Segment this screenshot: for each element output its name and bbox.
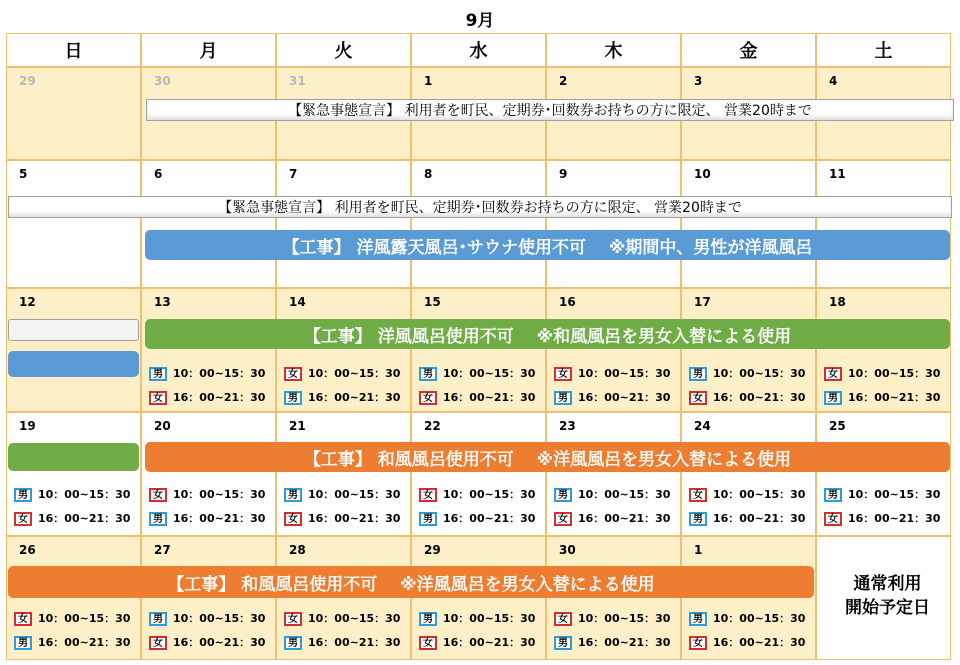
schedule-time: 10：00~15：30 [848,367,941,380]
construction-bar-western: 【工事】 洋風風呂使用不可 ※和風風呂を男女入替による使用 [145,319,950,349]
bath-schedule [149,367,265,415]
day-number: 23 [559,419,576,433]
day-number: 29 [19,74,36,88]
schedule-time: 10：00~15：30 [578,488,671,501]
bath-schedule [149,612,265,660]
construction-continuation-bar [8,443,139,471]
day-number: 8 [424,167,433,181]
schedule-row [419,512,535,526]
schedule-row [14,488,130,502]
male-gender-badge: 男 [14,488,32,502]
schedule-time: 16：00~21：30 [38,512,131,525]
schedule-time: 16：00~21：30 [173,636,266,649]
male-gender-badge: 男 [284,636,302,650]
weekday-header-cell: 火 [276,33,411,67]
day-number: 26 [19,543,36,557]
male-gender-badge: 男 [149,612,167,626]
schedule-row [824,367,940,381]
day-cell[interactable] [411,160,546,288]
female-gender-badge: 女 [14,612,32,626]
schedule-row [284,636,400,650]
schedule-time: 16：00~21：30 [848,391,941,404]
bath-schedule [419,612,535,660]
schedule-time: 16：00~21：30 [578,391,671,404]
construction-bar-outdoor: 【工事】 洋風露天風呂･サウナ使用不可 ※期間中、男性が洋風風呂 [145,230,950,260]
bath-schedule [284,367,400,415]
female-gender-badge: 女 [419,488,437,502]
schedule-time: 16：00~21：30 [443,512,536,525]
day-cell[interactable] [681,160,816,288]
day-cell[interactable] [816,160,951,288]
schedule-time: 10：00~15：30 [713,367,806,380]
special-day-line-2: 開始予定日 [845,598,930,618]
schedule-row [554,367,670,381]
bath-schedule [284,612,400,660]
day-number: 14 [289,295,306,309]
female-gender-badge: 女 [284,367,302,381]
schedule-time: 16：00~21：30 [578,636,671,649]
day-number: 19 [19,419,36,433]
bath-schedule [14,612,130,660]
construction-continuation-bar [8,351,139,377]
day-number: 18 [829,295,846,309]
day-number: 5 [19,167,28,181]
weekday-header [6,33,951,67]
schedule-row [149,636,265,650]
schedule-row [284,367,400,381]
female-gender-badge: 女 [824,512,842,526]
male-gender-badge: 男 [284,488,302,502]
schedule-time: 16：00~21：30 [308,636,401,649]
schedule-row [689,512,805,526]
male-gender-badge: 男 [149,512,167,526]
female-gender-badge: 女 [149,488,167,502]
schedule-row [824,512,940,526]
schedule-row [14,512,130,526]
day-number: 12 [19,295,36,309]
day-number: 20 [154,419,171,433]
schedule-time: 10：00~15：30 [308,367,401,380]
bath-schedule [554,367,670,415]
female-gender-badge: 女 [824,367,842,381]
male-gender-badge: 男 [419,512,437,526]
day-number: 31 [289,74,306,88]
schedule-row [149,391,265,405]
female-gender-badge: 女 [419,391,437,405]
female-gender-badge: 女 [689,391,707,405]
construction-bar-japanese: 【工事】 和風風呂使用不可 ※洋風風呂を男女入替による使用 [8,566,814,598]
day-number: 17 [694,295,711,309]
female-gender-badge: 女 [284,612,302,626]
bath-schedule [554,488,670,536]
schedule-time: 10：00~15：30 [713,612,806,625]
female-gender-badge: 女 [419,636,437,650]
schedule-row [284,612,400,626]
day-number: 30 [154,74,171,88]
schedule-time: 16：00~21：30 [578,512,671,525]
schedule-row [149,512,265,526]
notice-continuation-bar [8,319,139,341]
day-number: 10 [694,167,711,181]
schedule-row [419,391,535,405]
male-gender-badge: 男 [149,367,167,381]
schedule-time: 16：00~21：30 [713,391,806,404]
bath-schedule [554,612,670,660]
schedule-row [824,391,940,405]
schedule-time: 16：00~21：30 [308,512,401,525]
day-number: 16 [559,295,576,309]
schedule-time: 10：00~15：30 [578,612,671,625]
day-number: 2 [559,74,568,88]
female-gender-badge: 女 [689,636,707,650]
schedule-row [554,488,670,502]
page-title: 9月 [465,11,495,31]
schedule-time: 16：00~21：30 [173,512,266,525]
schedule-row [689,367,805,381]
day-cell[interactable] [6,288,141,412]
bath-schedule [824,367,940,415]
bath-schedule [14,488,130,536]
male-gender-badge: 男 [554,391,572,405]
day-number: 24 [694,419,711,433]
schedule-time: 10：00~15：30 [38,488,131,501]
female-gender-badge: 女 [284,512,302,526]
day-number: 29 [424,543,441,557]
schedule-row [149,488,265,502]
male-gender-badge: 男 [554,488,572,502]
bath-schedule [284,488,400,536]
weekday-header-cell: 木 [546,33,681,67]
schedule-time: 10：00~15：30 [443,612,536,625]
bath-schedule [689,612,805,660]
schedule-row [284,512,400,526]
weekday-header-cell: 土 [816,33,951,67]
schedule-time: 16：00~21：30 [443,636,536,649]
male-gender-badge: 男 [419,367,437,381]
bath-schedule [419,488,535,536]
day-number: 28 [289,543,306,557]
female-gender-badge: 女 [554,612,572,626]
day-number: 30 [559,543,576,557]
weekday-header-cell: 金 [681,33,816,67]
bath-schedule [689,367,805,415]
day-cell[interactable] [141,160,276,288]
schedule-row [284,488,400,502]
schedule-time: 10：00~15：30 [578,367,671,380]
schedule-time: 10：00~15：30 [173,612,266,625]
schedule-row [554,512,670,526]
schedule-row [419,488,535,502]
female-gender-badge: 女 [149,636,167,650]
day-number: 9 [559,167,568,181]
day-cell[interactable] [276,160,411,288]
female-gender-badge: 女 [149,391,167,405]
male-gender-badge: 男 [284,391,302,405]
schedule-row [689,391,805,405]
schedule-row [149,367,265,381]
male-gender-badge: 男 [554,636,572,650]
day-cell[interactable] [546,160,681,288]
male-gender-badge: 男 [824,391,842,405]
special-day-line-1: 通常利用 [853,574,922,594]
schedule-time: 10：00~15：30 [38,612,131,625]
male-gender-badge: 男 [14,636,32,650]
day-number: 22 [424,419,441,433]
schedule-time: 10：00~15：30 [308,488,401,501]
male-gender-badge: 男 [689,367,707,381]
schedule-time: 10：00~15：30 [308,612,401,625]
special-day-label [820,572,955,620]
schedule-time: 10：00~15：30 [173,367,266,380]
bath-schedule [419,367,535,415]
day-number: 11 [829,167,846,181]
schedule-time: 10：00~15：30 [848,488,941,501]
bath-schedule [824,488,940,536]
bath-schedule [149,488,265,536]
day-cell[interactable] [6,67,141,160]
schedule-row [419,367,535,381]
schedule-time: 16：00~21：30 [308,391,401,404]
schedule-time: 10：00~15：30 [443,488,536,501]
male-gender-badge: 男 [419,612,437,626]
day-number: 6 [154,167,163,181]
weekday-header-cell: 水 [411,33,546,67]
schedule-time: 16：00~21：30 [173,391,266,404]
schedule-time: 16：00~21：30 [713,636,806,649]
schedule-row [554,391,670,405]
schedule-row [419,636,535,650]
schedule-row [689,612,805,626]
emergency-notice-bar: 【緊急事態宣言】 利用者を町民、定期券･回数券お持ちの方に限定、 営業20時まで [8,196,952,218]
female-gender-badge: 女 [554,512,572,526]
schedule-row [14,612,130,626]
schedule-time: 10：00~15：30 [173,488,266,501]
bath-schedule [689,488,805,536]
weekday-header-cell: 日 [6,33,141,67]
schedule-row [419,612,535,626]
weekday-header-cell: 月 [141,33,276,67]
schedule-time: 16：00~21：30 [38,636,131,649]
day-number: 4 [829,74,838,88]
construction-bar-japanese: 【工事】 和風風呂使用不可 ※洋風風呂を男女入替による使用 [145,442,950,472]
day-number: 27 [154,543,171,557]
schedule-time: 16：00~21：30 [443,391,536,404]
female-gender-badge: 女 [554,367,572,381]
day-number: 3 [694,74,703,88]
schedule-row [14,636,130,650]
male-gender-badge: 男 [824,488,842,502]
emergency-notice-bar: 【緊急事態宣言】 利用者を町民、定期券･回数券お持ちの方に限定、 営業20時まで [146,99,954,121]
schedule-time: 16：00~21：30 [848,512,941,525]
female-gender-badge: 女 [689,488,707,502]
day-number: 21 [289,419,306,433]
schedule-time: 16：00~21：30 [713,512,806,525]
schedule-row [554,636,670,650]
male-gender-badge: 男 [689,512,707,526]
schedule-row [689,488,805,502]
schedule-row [149,612,265,626]
female-gender-badge: 女 [14,512,32,526]
male-gender-badge: 男 [689,612,707,626]
schedule-row [554,612,670,626]
schedule-row [284,391,400,405]
schedule-row [824,488,940,502]
day-cell[interactable] [6,160,141,288]
day-number: 1 [424,74,433,88]
day-number: 1 [694,543,703,557]
day-number: 7 [289,167,298,181]
schedule-time: 10：00~15：30 [713,488,806,501]
day-number: 13 [154,295,171,309]
day-number: 15 [424,295,441,309]
day-number: 25 [829,419,846,433]
schedule-time: 10：00~15：30 [443,367,536,380]
schedule-row [689,636,805,650]
